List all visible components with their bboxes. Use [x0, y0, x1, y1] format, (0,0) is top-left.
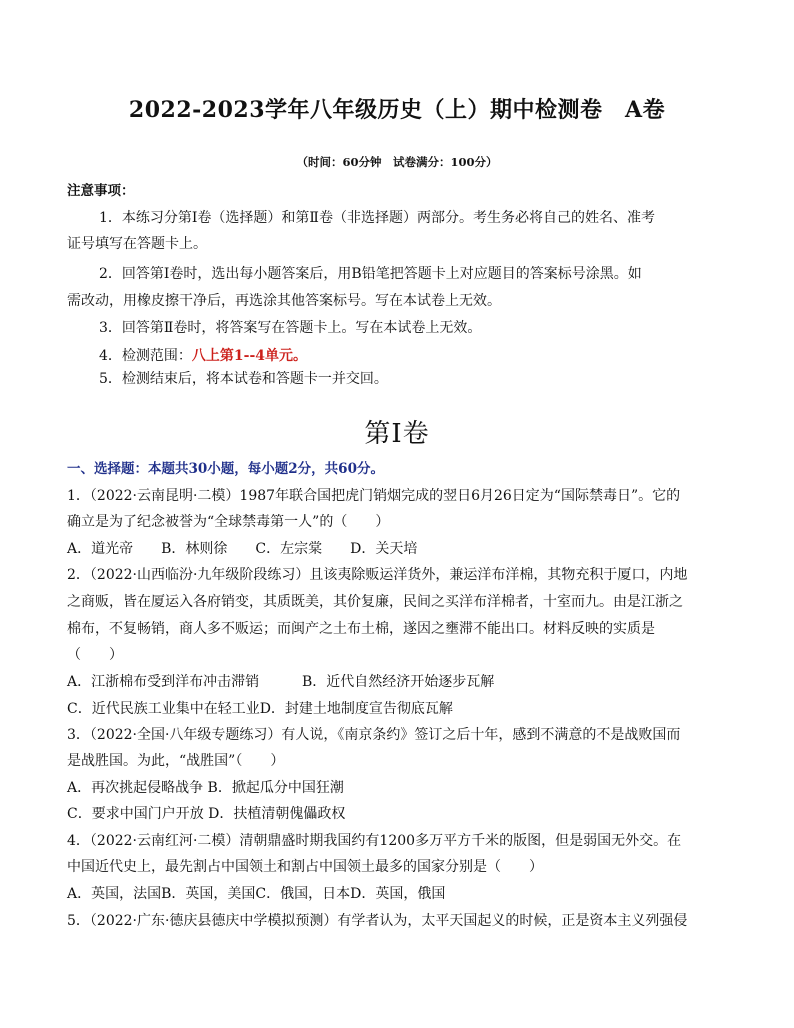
question-2-line3: 棉布，不复畅销，商人多不贩运；而闽产之土布土棉，遂因之壅滞不能出口。材料反映的实质是 — [67, 621, 655, 637]
notes-label: 注意事项： — [67, 183, 135, 199]
question-2-options-cd: C．近代民族工业集中在轻工业D．封建土地制度宣告彻底瓦解 — [67, 701, 453, 717]
question-2-option-b: B．近代自然经济开始逐步瓦解 — [302, 674, 495, 690]
question-3-line2: 是战胜国。为此，“战胜国”（ ） — [67, 753, 285, 769]
question-3-options-cd: C．要求中国门户开放 D．扶植清朝傀儡政权 — [67, 806, 346, 822]
question-1-line2: 确立是为了纪念被誉为“全球禁毒第一人”的（ ） — [67, 514, 390, 530]
exam-subtitle: （时间：60分钟 试卷满分：100分） — [296, 155, 498, 169]
note-item-1-line2: 证号填写在答题卡上。 — [67, 236, 207, 252]
exam-title: 2022-2023学年八年级历史（上）期中检测卷 A卷 — [128, 97, 666, 123]
question-4-options: A．英国，法国B．英国，美国C．俄国，日本D．英国，俄国 — [67, 886, 446, 902]
question-1-options: A．道光帝 B．林则徐 C．左宗棠 D．关天培 — [67, 541, 418, 557]
note-item-4 — [99, 346, 769, 366]
note-item-4-prefix: 4．检测范围： — [99, 348, 192, 364]
question-3-options-ab: A．再次挑起侵略战争 B．掀起瓜分中国狂潮 — [67, 780, 344, 796]
question-5-line1: 5．（2022·广东·德庆县德庆中学模拟预测）有学者认为，太平天国起义的时候，正是资本主义列强侵 — [67, 913, 688, 929]
question-1-line1: 1．（2022·云南昆明·二模）1987年联合国把虎门销烟完成的翌日6月26日定为“国际禁毒日”。它的 — [67, 488, 681, 504]
question-4-line1: 4．（2022·云南红河·二模）清朝鼎盛时期我国约有1200多万平方千米的版图，但是弱国无外交。在 — [67, 833, 682, 849]
question-2-line2: 之商贩，皆在厦运入各府销变，其质既美，其价复廉，民间之买洋布洋棉者，十室而九。由是江浙之 — [67, 594, 683, 610]
part-title: 第Ⅰ卷 — [364, 419, 430, 449]
question-2-option-a: A．江浙棉布受到洋布冲击滞销 — [67, 674, 260, 690]
note-item-5: 5．检测结束后，将本试卷和答题卡一并交回。 — [99, 371, 388, 387]
question-2-line4: （ ） — [67, 647, 123, 663]
note-item-3: 3．回答第Ⅱ卷时，将答案写在答题卡上。写在本试卷上无效。 — [99, 320, 482, 336]
question-4-line2: 中国近代史上，最先割占中国领土和割占中国领土最多的国家分别是（ ） — [67, 859, 543, 875]
note-item-2-line2: 需改动，用橡皮擦干净后，再选涂其他答案标号。写在本试卷上无效。 — [67, 293, 501, 309]
note-item-2-line1: 2．回答第Ⅰ卷时，选出每小题答案后，用B铅笔把答题卡上对应题目的答案标号涂黑。如 — [99, 266, 642, 282]
exam-range: 八上第1--4单元。 — [191, 348, 308, 364]
note-item-1-line1: 1．本练习分第Ⅰ卷（选择题）和第Ⅱ卷（非选择题）两部分。考生务必将自己的姓名、准考 — [99, 210, 655, 226]
question-2-line1: 2．（2022·山西临汾·九年级阶段练习）且该夷除贩运洋货外，兼运洋布洋棉，其物充积于厦口，内地 — [67, 567, 688, 583]
question-3-line1: 3．（2022·全国·八年级专题练习）有人说，《南京条约》签订之后十年，感到不满意的不是战败国而 — [67, 727, 681, 743]
section-heading: 一、选择题：本题共30小题，每小题2分，共60分。 — [67, 461, 384, 477]
